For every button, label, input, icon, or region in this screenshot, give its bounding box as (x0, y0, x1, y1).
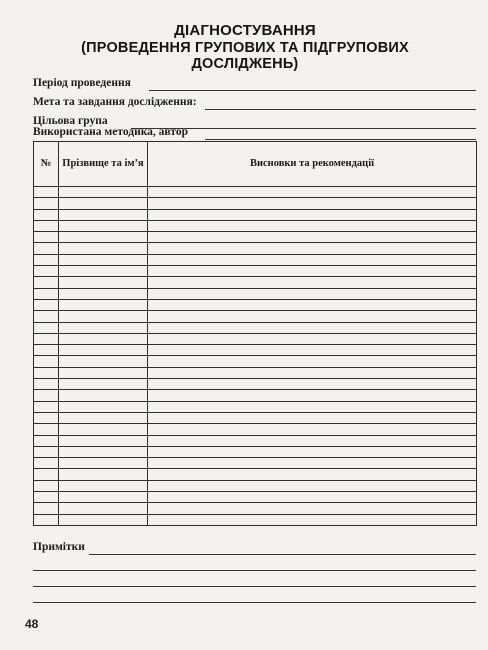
name-cell[interactable] (59, 492, 148, 503)
table-row (34, 322, 477, 333)
table-row (34, 243, 477, 254)
number-cell[interactable] (34, 458, 59, 469)
number-cell[interactable] (34, 446, 59, 457)
number-cell[interactable] (34, 480, 59, 491)
notes-line[interactable] (33, 570, 476, 571)
conclusions-cell[interactable] (148, 333, 477, 344)
number-cell[interactable] (34, 232, 59, 243)
number-cell[interactable] (34, 243, 59, 254)
goal-input-line[interactable] (205, 109, 476, 110)
conclusions-cell[interactable] (148, 266, 477, 277)
table-row (34, 446, 477, 457)
conclusions-cell[interactable] (148, 322, 477, 333)
table-row (34, 367, 477, 378)
conclusions-cell[interactable] (148, 277, 477, 288)
name-cell[interactable] (59, 277, 148, 288)
column-name-header: Прізвище та ім’я (59, 142, 148, 187)
table-body (34, 187, 477, 526)
number-cell[interactable] (34, 390, 59, 401)
name-cell[interactable] (59, 367, 148, 378)
table-row (34, 412, 477, 423)
target-group-label: Цільова група (33, 115, 108, 127)
table-row (34, 390, 477, 401)
goal-label: Мета та завдання дослідження: (33, 96, 197, 108)
name-cell[interactable] (59, 288, 148, 299)
number-cell[interactable] (34, 198, 59, 209)
notes-line[interactable] (33, 586, 476, 587)
conclusions-cell[interactable] (148, 254, 477, 265)
number-cell[interactable] (34, 412, 59, 423)
table-row (34, 514, 477, 525)
number-cell[interactable] (34, 288, 59, 299)
name-cell[interactable] (59, 345, 148, 356)
table-row (34, 311, 477, 322)
notes-line[interactable] (89, 554, 476, 555)
table-header-row (34, 142, 477, 187)
table-row (34, 187, 477, 198)
page-title: ДІАГНОСТУВАННЯ (174, 22, 316, 39)
table-row (34, 424, 477, 435)
conclusions-cell[interactable] (148, 469, 477, 480)
table-row (34, 458, 477, 469)
name-cell[interactable] (59, 514, 148, 525)
table-row (34, 266, 477, 277)
table-row (34, 333, 477, 344)
table-row (34, 232, 477, 243)
table-row (34, 277, 477, 288)
table-row (34, 503, 477, 514)
period-label: Період проведення (33, 77, 131, 89)
table-row (34, 401, 477, 412)
table-row (34, 435, 477, 446)
table-row (34, 299, 477, 310)
goal-field (33, 96, 476, 112)
number-cell[interactable] (34, 356, 59, 367)
notes-line[interactable] (33, 602, 476, 603)
number-cell[interactable] (34, 379, 59, 390)
conclusions-cell[interactable] (148, 435, 477, 446)
table-row (34, 288, 477, 299)
number-cell[interactable] (34, 277, 59, 288)
conclusions-cell[interactable] (148, 209, 477, 220)
name-cell[interactable] (59, 424, 148, 435)
conclusions-cell[interactable] (148, 458, 477, 469)
number-cell[interactable] (34, 503, 59, 514)
table-row (34, 356, 477, 367)
name-cell[interactable] (59, 198, 148, 209)
name-cell[interactable] (59, 209, 148, 220)
number-cell[interactable] (34, 254, 59, 265)
table-row (34, 345, 477, 356)
conclusions-cell[interactable] (148, 288, 477, 299)
number-cell[interactable] (34, 266, 59, 277)
name-cell[interactable] (59, 311, 148, 322)
conclusions-cell[interactable] (148, 187, 477, 198)
conclusions-cell[interactable] (148, 345, 477, 356)
table-row (34, 209, 477, 220)
conclusions-cell[interactable] (148, 390, 477, 401)
conclusions-cell[interactable] (148, 401, 477, 412)
number-cell[interactable] (34, 333, 59, 344)
table-row (34, 492, 477, 503)
name-cell[interactable] (59, 401, 148, 412)
name-cell[interactable] (59, 503, 148, 514)
name-cell[interactable] (59, 254, 148, 265)
name-cell[interactable] (59, 412, 148, 423)
number-cell[interactable] (34, 209, 59, 220)
table-row (34, 469, 477, 480)
method-label: Використана методика, автор (33, 126, 189, 138)
conclusions-cell[interactable] (148, 232, 477, 243)
number-cell[interactable] (34, 367, 59, 378)
name-cell[interactable] (59, 458, 148, 469)
column-number-header: № (34, 142, 59, 187)
name-cell[interactable] (59, 480, 148, 491)
table-row (34, 198, 477, 209)
number-cell[interactable] (34, 401, 59, 412)
number-cell[interactable] (34, 187, 59, 198)
name-cell[interactable] (59, 390, 148, 401)
conclusions-cell[interactable] (148, 311, 477, 322)
name-cell[interactable] (59, 299, 148, 310)
number-cell[interactable] (34, 492, 59, 503)
method-input-line[interactable] (205, 139, 476, 140)
number-cell[interactable] (34, 311, 59, 322)
page-subtitle: (ПРОВЕДЕННЯ ГРУПОВИХ ТА ПІДГРУПОВИХ ДОСЛІДЖЕНЬ) (81, 40, 409, 72)
conclusions-cell[interactable] (148, 367, 477, 378)
conclusions-cell[interactable] (148, 356, 477, 367)
notes-label: Примітки (33, 541, 85, 553)
conclusions-cell[interactable] (148, 198, 477, 209)
name-cell[interactable] (59, 243, 148, 254)
conclusions-cell[interactable] (148, 379, 477, 390)
conclusions-cell[interactable] (148, 220, 477, 231)
name-cell[interactable] (59, 322, 148, 333)
period-field (33, 77, 476, 93)
conclusions-cell[interactable] (148, 514, 477, 525)
page-number: 48 (25, 617, 39, 631)
method-field (33, 126, 476, 142)
name-cell[interactable] (59, 187, 148, 198)
column-conclusions-header: Висновки та рекомендації (148, 142, 477, 187)
number-cell[interactable] (34, 435, 59, 446)
table-row (34, 220, 477, 231)
name-cell[interactable] (59, 446, 148, 457)
number-cell[interactable] (34, 469, 59, 480)
table-row (34, 379, 477, 390)
conclusions-cell[interactable] (148, 299, 477, 310)
conclusions-cell[interactable] (148, 492, 477, 503)
name-cell[interactable] (59, 266, 148, 277)
table-row (34, 480, 477, 491)
name-cell[interactable] (59, 333, 148, 344)
conclusions-cell[interactable] (148, 424, 477, 435)
conclusions-cell[interactable] (148, 446, 477, 457)
name-cell[interactable] (59, 435, 148, 446)
period-input-line[interactable] (149, 90, 476, 91)
results-table (33, 141, 477, 526)
conclusions-cell[interactable] (148, 480, 477, 491)
number-cell[interactable] (34, 424, 59, 435)
number-cell[interactable] (34, 345, 59, 356)
name-cell[interactable] (59, 356, 148, 367)
table-row (34, 254, 477, 265)
name-cell[interactable] (59, 469, 148, 480)
number-cell[interactable] (34, 322, 59, 333)
conclusions-cell[interactable] (148, 243, 477, 254)
conclusions-cell[interactable] (148, 412, 477, 423)
conclusions-cell[interactable] (148, 503, 477, 514)
name-cell[interactable] (59, 220, 148, 231)
number-cell[interactable] (34, 220, 59, 231)
name-cell[interactable] (59, 379, 148, 390)
number-cell[interactable] (34, 514, 59, 525)
number-cell[interactable] (34, 299, 59, 310)
name-cell[interactable] (59, 232, 148, 243)
